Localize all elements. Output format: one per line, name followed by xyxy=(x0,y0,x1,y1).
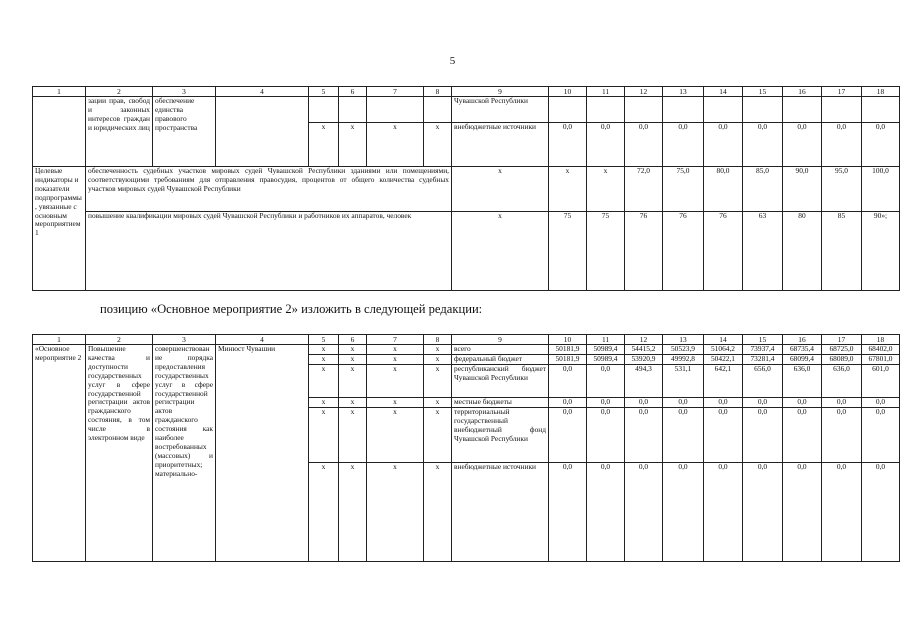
cell-value: 0,0 xyxy=(549,398,587,408)
col-num: 18 xyxy=(862,87,900,97)
cell-value: 75,0 xyxy=(663,167,704,212)
col-num: 10 xyxy=(549,87,587,97)
cell-value: х xyxy=(587,167,625,212)
cell-value: 0,0 xyxy=(663,463,704,562)
cell-value: 76 xyxy=(625,212,663,291)
cell-value: 0,0 xyxy=(783,463,822,562)
empty-cell xyxy=(309,97,339,123)
empty-cell xyxy=(216,97,309,167)
cell-activity-name: «Основное мероприятие 2 xyxy=(33,345,86,562)
cell-value: 85,0 xyxy=(743,167,783,212)
col-num: 1 xyxy=(33,87,86,97)
cell-indicator-text: повышение квалификации мировых судей Чувашской Республики и работников их аппаратов, человек xyxy=(86,212,452,291)
col-num: 2 xyxy=(86,335,153,345)
empty-cell xyxy=(743,97,783,123)
col-num: 15 xyxy=(743,87,783,97)
cell-value: 0,0 xyxy=(704,408,743,463)
cell-value: 0,0 xyxy=(862,123,900,167)
col-num: 9 xyxy=(452,335,549,345)
cell-indicator-text: обеспеченность судебных участков мировых судей Чувашской Республики зданиями или помещениями, соответствующими требованиям для отправления правосудия, процентов от общего количества судебных участков мировых судей Чувашской Республики xyxy=(86,167,452,212)
empty-cell xyxy=(862,97,900,123)
cell-source: х xyxy=(452,167,549,212)
cell-value: 50181,9 xyxy=(549,345,587,355)
cell-value: 50523,9 xyxy=(663,345,704,355)
cell-value: 0,0 xyxy=(743,408,783,463)
cell-value: 0,0 xyxy=(822,398,862,408)
page-number: 5 xyxy=(449,55,456,67)
cell-value: 0,0 xyxy=(587,398,625,408)
cell-value: 90»; xyxy=(862,212,900,291)
empty-cell xyxy=(822,97,862,123)
cell-value: 0,0 xyxy=(663,123,704,167)
cell-value: 75 xyxy=(587,212,625,291)
col-num: 7 xyxy=(367,87,424,97)
cell-value: 0,0 xyxy=(743,463,783,562)
cell-value: 54415,2 xyxy=(625,345,663,355)
cell-code: х xyxy=(339,123,367,167)
col-num: 3 xyxy=(153,335,216,345)
empty-cell xyxy=(783,97,822,123)
cell-value: 68725,0 xyxy=(822,345,862,355)
cell-value: 0,0 xyxy=(549,365,587,398)
col-num: 3 xyxy=(153,87,216,97)
cell-value: 49992,8 xyxy=(663,355,704,365)
col-num: 11 xyxy=(587,335,625,345)
cell-value: 76 xyxy=(704,212,743,291)
col-num: 4 xyxy=(216,87,309,97)
empty-cell xyxy=(33,97,86,167)
cell-value: 50989,4 xyxy=(587,345,625,355)
cell-code: х xyxy=(339,398,367,408)
cell-code: х xyxy=(339,408,367,463)
cell-code: х xyxy=(424,408,452,463)
cell-value: 53920,9 xyxy=(625,355,663,365)
col-num: 5 xyxy=(309,335,339,345)
column-numbers-row xyxy=(33,335,900,345)
cell-code: х xyxy=(367,365,424,398)
cell-value: 68089,0 xyxy=(822,355,862,365)
cell-activity-goal: Повышение качества и доступности государственных услуг в сфере государственной регистрации актов гражданского состояния, в том числе в электронном виде xyxy=(86,345,153,562)
cell-code: х xyxy=(367,355,424,365)
cell-code: х xyxy=(309,398,339,408)
cell-code: х xyxy=(367,463,424,562)
cell-value: 0,0 xyxy=(783,123,822,167)
cell-value: 80 xyxy=(783,212,822,291)
cell-code: х xyxy=(309,463,339,562)
col-num: 8 xyxy=(424,335,452,345)
cell-code: х xyxy=(367,345,424,355)
cell-value: 0,0 xyxy=(549,123,587,167)
cell-code: х xyxy=(309,408,339,463)
cell-value: 656,0 xyxy=(743,365,783,398)
cell-goal-continued: зации прав, свобод и законных интересов граждан и юридических лиц xyxy=(86,97,153,167)
cell-code: х xyxy=(309,365,339,398)
col-num: 12 xyxy=(625,87,663,97)
col-num: 17 xyxy=(822,87,862,97)
cell-activity-task: совершенствование порядка предоставления государственных услуг в сфере государственной регистрации актов гражданского состояния как наиболее востребованных (массовых) и приоритетных; материально- xyxy=(153,345,216,562)
cell-source: федеральный бюджет xyxy=(452,355,549,365)
col-num: 17 xyxy=(822,335,862,345)
cell-code: х xyxy=(339,345,367,355)
empty-cell xyxy=(424,97,452,123)
col-num: 9 xyxy=(452,87,549,97)
cell-value: 0,0 xyxy=(862,398,900,408)
empty-cell xyxy=(339,97,367,123)
empty-cell xyxy=(587,97,625,123)
cell-code: х xyxy=(424,345,452,355)
col-num: 13 xyxy=(663,335,704,345)
cell-value: 636,0 xyxy=(783,365,822,398)
cell-value: 50181,9 xyxy=(549,355,587,365)
table-row xyxy=(33,212,900,291)
cell-value: 0,0 xyxy=(862,463,900,562)
cell-value: 0,0 xyxy=(625,123,663,167)
cell-source: территориальный государственный внебюджетный фонд Чувашской Республики xyxy=(452,408,549,463)
col-num: 16 xyxy=(783,87,822,97)
cell-targets-label: Целевые индикаторы и показатели подпрограммы, увязанные с основным мероприятием 1 xyxy=(33,167,86,291)
cell-value: 50422,1 xyxy=(704,355,743,365)
empty-cell xyxy=(704,97,743,123)
amendment-paragraph: позицию «Основное мероприятие 2» изложить в следующей редакции: xyxy=(100,302,483,316)
cell-value: 0,0 xyxy=(587,123,625,167)
cell-value: 68099,4 xyxy=(783,355,822,365)
empty-cell xyxy=(625,97,663,123)
cell-value: 72,0 xyxy=(625,167,663,212)
col-num: 7 xyxy=(367,335,424,345)
cell-value: 642,1 xyxy=(704,365,743,398)
cell-value: 0,0 xyxy=(704,398,743,408)
cell-value: 63 xyxy=(743,212,783,291)
empty-cell xyxy=(663,97,704,123)
cell-value: 0,0 xyxy=(587,408,625,463)
column-numbers-row xyxy=(33,87,900,97)
cell-code: х xyxy=(424,365,452,398)
cell-value: 0,0 xyxy=(743,398,783,408)
cell-value: 0,0 xyxy=(625,398,663,408)
cell-value: 0,0 xyxy=(783,408,822,463)
cell-value: 0,0 xyxy=(704,463,743,562)
cell-source: внебюджетные источники xyxy=(452,463,549,562)
cell-executor: Минюст Чувашии xyxy=(216,345,309,562)
cell-value: 0,0 xyxy=(663,398,704,408)
cell-code: х xyxy=(339,463,367,562)
col-num: 11 xyxy=(587,87,625,97)
cell-task-continued: обеспечение единства правового пространства xyxy=(153,97,216,167)
cell-code: х xyxy=(339,355,367,365)
cell-value: 0,0 xyxy=(704,123,743,167)
col-num: 1 xyxy=(33,335,86,345)
cell-source: внебюджетные источники xyxy=(452,123,549,167)
col-num: 16 xyxy=(783,335,822,345)
cell-source: всего xyxy=(452,345,549,355)
col-num: 14 xyxy=(704,87,743,97)
col-num: 2 xyxy=(86,87,153,97)
cell-value: 0,0 xyxy=(625,408,663,463)
cell-value: 531,1 xyxy=(663,365,704,398)
col-num: 10 xyxy=(549,335,587,345)
cell-value: 76 xyxy=(663,212,704,291)
cell-value: 85 xyxy=(822,212,862,291)
table-row xyxy=(33,97,900,123)
cell-source: местные бюджеты xyxy=(452,398,549,408)
cell-value: 0,0 xyxy=(549,463,587,562)
cell-value: 636,0 xyxy=(822,365,862,398)
cell-value: 73281,4 xyxy=(743,355,783,365)
cell-value: 100,0 xyxy=(862,167,900,212)
cell-code: х xyxy=(309,123,339,167)
cell-code: х xyxy=(309,355,339,365)
empty-cell xyxy=(367,97,424,123)
cell-value: 50989,4 xyxy=(587,355,625,365)
empty-cell xyxy=(549,97,587,123)
cell-value: 90,0 xyxy=(783,167,822,212)
cell-value: 494,3 xyxy=(625,365,663,398)
cell-code: х xyxy=(424,463,452,562)
cell-value: 0,0 xyxy=(822,123,862,167)
cell-value: 0,0 xyxy=(743,123,783,167)
cell-value: 0,0 xyxy=(822,463,862,562)
cell-code: х xyxy=(424,123,452,167)
cell-value: 0,0 xyxy=(625,463,663,562)
col-num: 6 xyxy=(339,87,367,97)
cell-code: х xyxy=(367,408,424,463)
col-num: 8 xyxy=(424,87,452,97)
table-row xyxy=(33,167,900,212)
cell-value: 75 xyxy=(549,212,587,291)
cell-value: 67801,0 xyxy=(862,355,900,365)
cell-value: 0,0 xyxy=(587,365,625,398)
cell-code: х xyxy=(367,123,424,167)
table-row xyxy=(33,345,900,355)
cell-value: 0,0 xyxy=(862,408,900,463)
cell-value: х xyxy=(549,167,587,212)
col-num: 4 xyxy=(216,335,309,345)
col-num: 13 xyxy=(663,87,704,97)
cell-value: 95,0 xyxy=(822,167,862,212)
cell-value: 0,0 xyxy=(549,408,587,463)
col-num: 14 xyxy=(704,335,743,345)
cell-code: х xyxy=(424,398,452,408)
cell-code: х xyxy=(339,365,367,398)
cell-value: 0,0 xyxy=(587,463,625,562)
main-activity-2-table xyxy=(32,334,900,562)
cell-value: 0,0 xyxy=(783,398,822,408)
cell-value: 80,0 xyxy=(704,167,743,212)
cell-code: х xyxy=(424,355,452,365)
col-num: 5 xyxy=(309,87,339,97)
cell-value: 601,0 xyxy=(862,365,900,398)
cell-source: Чувашской Республики xyxy=(452,97,549,123)
cell-code: х xyxy=(367,398,424,408)
cell-source: х xyxy=(452,212,549,291)
cell-code: х xyxy=(309,345,339,355)
col-num: 15 xyxy=(743,335,783,345)
cell-value: 0,0 xyxy=(663,408,704,463)
program-table-continued xyxy=(32,86,900,291)
col-num: 12 xyxy=(625,335,663,345)
col-num: 18 xyxy=(862,335,900,345)
cell-value: 73937,4 xyxy=(743,345,783,355)
col-num: 6 xyxy=(339,335,367,345)
cell-value: 51064,2 xyxy=(704,345,743,355)
cell-value: 68402,0 xyxy=(862,345,900,355)
cell-value: 0,0 xyxy=(822,408,862,463)
cell-source: республиканский бюджет Чувашской Республики xyxy=(452,365,549,398)
cell-value: 68735,4 xyxy=(783,345,822,355)
